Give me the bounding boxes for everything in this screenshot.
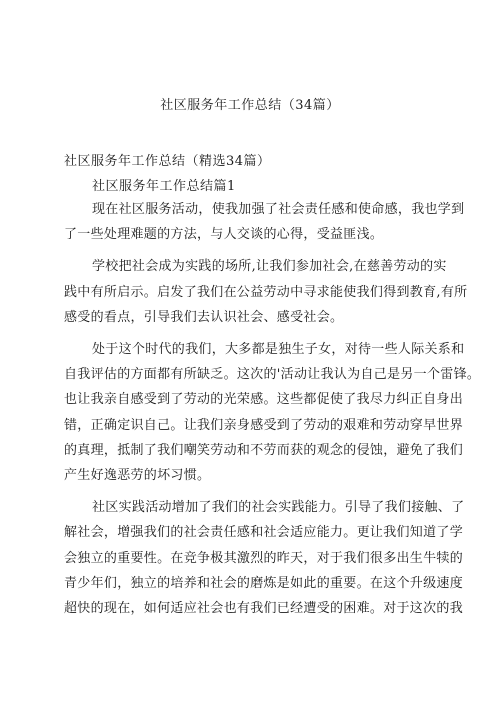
paragraph-line: 会独立的重要性。在竞争极其激烈的昨天，对于我们很多出生牛犊的 <box>64 550 464 566</box>
paragraph-line: 社区实践活动增加了我们的社会实践能力。引导了我们接触、了 <box>92 500 465 516</box>
paragraph-line: 的真理，抵制了我们嘲笑劳动和不劳而获的观念的侵蚀，避免了我们 <box>64 442 464 458</box>
document-subtitle: 社区服务年工作总结（精选34篇） <box>64 154 271 169</box>
section-heading: 社区服务年工作总结篇1 <box>92 179 236 194</box>
paragraph-line: 解社会，增强我们的社会责任感和社会适应能力。更让我们知道了学 <box>64 525 464 541</box>
paragraph-line: 学校把社会成为实践的场所,让我们参加社会,在慈善劳动的实 <box>92 259 447 275</box>
paragraph-line: 也让我亲自感受到了劳动的光荣感。这些都促使了我尽力纠正自身出 <box>64 392 464 408</box>
paragraph-line: 错，正确定识自己。让我们亲身感受到了劳动的艰难和劳动穿早世界 <box>64 417 464 433</box>
paragraph-line: 产生好逸恶劳的坏习惯。 <box>64 468 211 484</box>
paragraph-line: 现在社区服务活动，使我加强了社会责任感和使命感，我也学到 <box>92 202 465 217</box>
document-body <box>64 197 481 628</box>
paragraph-1 <box>64 197 465 247</box>
paragraph-line: 处于这个时代的我们，大多都是独生子女，对待一些人际关系和 <box>92 342 465 358</box>
paragraph-2 <box>64 254 468 330</box>
paragraph-line: 践中有所启示。启发了我们在公益劳动中寻求能使我们得到教育,有所 <box>64 284 468 300</box>
paragraph-line: 了一些处理难题的方法，与人交谈的心得，受益匪浅。 <box>64 227 384 243</box>
paragraph-line: 超快的现在，如何适应社会也有我们已经遭受的困难。对于这次的我 <box>64 601 464 617</box>
paragraph-line: 青少年们，独立的培养和社会的磨炼是如此的重要。在这个升级速度 <box>64 575 464 591</box>
paragraph-line: 感受的看点，引导我们去认识社会、感受社会。 <box>64 309 344 325</box>
paragraph-4 <box>64 495 465 621</box>
paragraph-3 <box>64 337 481 488</box>
paragraph-line: 自我评估的方面都有所缺乏。这次的'活动让我认为自己是另一个雷锋。 <box>64 367 481 383</box>
document-title: 社区服务年工作总结（34篇） <box>160 98 340 113</box>
